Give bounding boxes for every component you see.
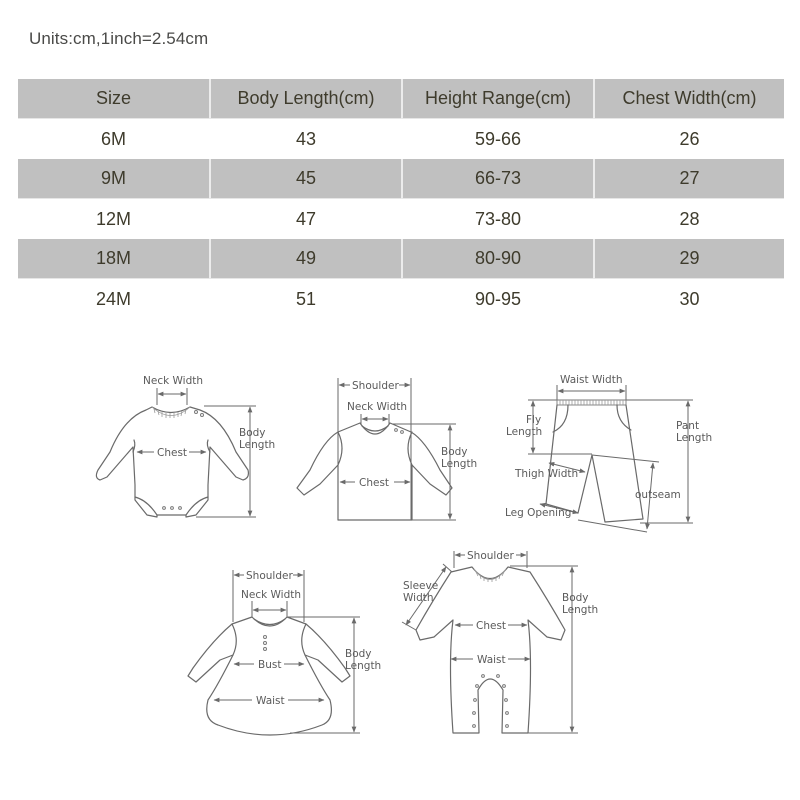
table-row <box>18 279 784 319</box>
romper-body-label: Body <box>562 592 589 604</box>
header-body-length: Body Length(cm) <box>209 79 401 119</box>
romper-waist-label: Waist <box>477 654 506 666</box>
dress-shoulder-label: Shoulder <box>246 570 293 582</box>
header-height-range: Height Range(cm) <box>401 79 593 119</box>
romper-diagram <box>402 550 598 733</box>
dress-length-label: Length <box>345 660 382 672</box>
cell-body-length: 45 <box>209 159 401 199</box>
cell-height-range: 73-80 <box>474 208 522 229</box>
units-note: Units:cm,1inch=2.54cm <box>29 29 209 48</box>
table-row <box>18 159 784 199</box>
shirt-length-label: Length <box>441 458 478 470</box>
pants-fly-label: Fly <box>526 414 542 426</box>
cell-chest-width: 29 <box>593 239 784 279</box>
cell-body-length: 43 <box>295 128 317 149</box>
cell-body-length: 47 <box>295 208 317 229</box>
pants-waist-width-label: Waist Width <box>560 374 623 386</box>
cell-height-range: 80-90 <box>401 239 593 279</box>
romper-chest-label: Chest <box>476 620 507 632</box>
header-size: Size <box>18 79 209 119</box>
cell-size: 6M <box>100 128 126 149</box>
dress-diagram <box>188 570 381 735</box>
romper-shoulder-label: Shoulder <box>467 550 514 562</box>
cell-height-range: 66-73 <box>401 159 593 199</box>
pants-pant-label: Pant <box>676 420 700 432</box>
shirt-body-label: Body <box>441 446 468 458</box>
cell-size: 24M <box>95 288 131 309</box>
cell-chest-width: 30 <box>679 288 700 309</box>
header-chest-width: Chest Width(cm) <box>593 79 784 119</box>
pants-thigh-width-label: Thigh Width <box>515 468 579 480</box>
bodysuit-diagram <box>96 375 275 517</box>
cell-chest-width: 27 <box>593 159 784 199</box>
cell-size: 18M <box>18 239 209 279</box>
table-row <box>18 199 784 239</box>
dress-bust-label: Bust <box>258 659 282 671</box>
size-chart-table <box>18 79 784 319</box>
romper-sleeve-label: Sleeve <box>403 580 439 592</box>
cell-size: 12M <box>95 208 131 229</box>
table-row <box>18 119 784 159</box>
romper-length-label: Length <box>562 604 599 616</box>
pants-fly-length-label: Length <box>506 426 543 438</box>
shirt-shoulder-label: Shoulder <box>352 380 399 392</box>
bodysuit-length-label: Length <box>239 439 276 451</box>
dress-body-label: Body <box>345 648 372 660</box>
shirt-diagram <box>297 378 477 520</box>
shirt-neck-width-label: Neck Width <box>347 401 408 413</box>
cell-body-length: 49 <box>209 239 401 279</box>
cell-body-length: 51 <box>295 288 317 309</box>
bodysuit-neck-width-label: Neck Width <box>143 375 204 387</box>
pants-outseam-label: outseam <box>635 489 681 501</box>
cell-chest-width: 26 <box>679 128 700 149</box>
bodysuit-chest-label: Chest <box>157 447 188 459</box>
dress-waist-label: Waist <box>256 695 285 707</box>
cell-size: 9M <box>18 159 209 199</box>
pants-diagram <box>505 374 712 532</box>
shirt-chest-label: Chest <box>359 477 390 489</box>
bodysuit-body-label: Body <box>239 427 266 439</box>
cell-height-range: 90-95 <box>474 288 522 309</box>
measurement-diagrams <box>0 340 800 800</box>
romper-sleeve-width-label: Width <box>403 592 434 604</box>
cell-height-range: 59-66 <box>474 128 522 149</box>
cell-chest-width: 28 <box>679 208 700 229</box>
dress-neck-width-label: Neck Width <box>241 589 302 601</box>
pants-pant-length-label: Length <box>676 432 713 444</box>
table-row <box>18 239 784 279</box>
pants-leg-opening-label: Leg Opening <box>505 507 572 519</box>
table-header-row <box>18 79 784 119</box>
